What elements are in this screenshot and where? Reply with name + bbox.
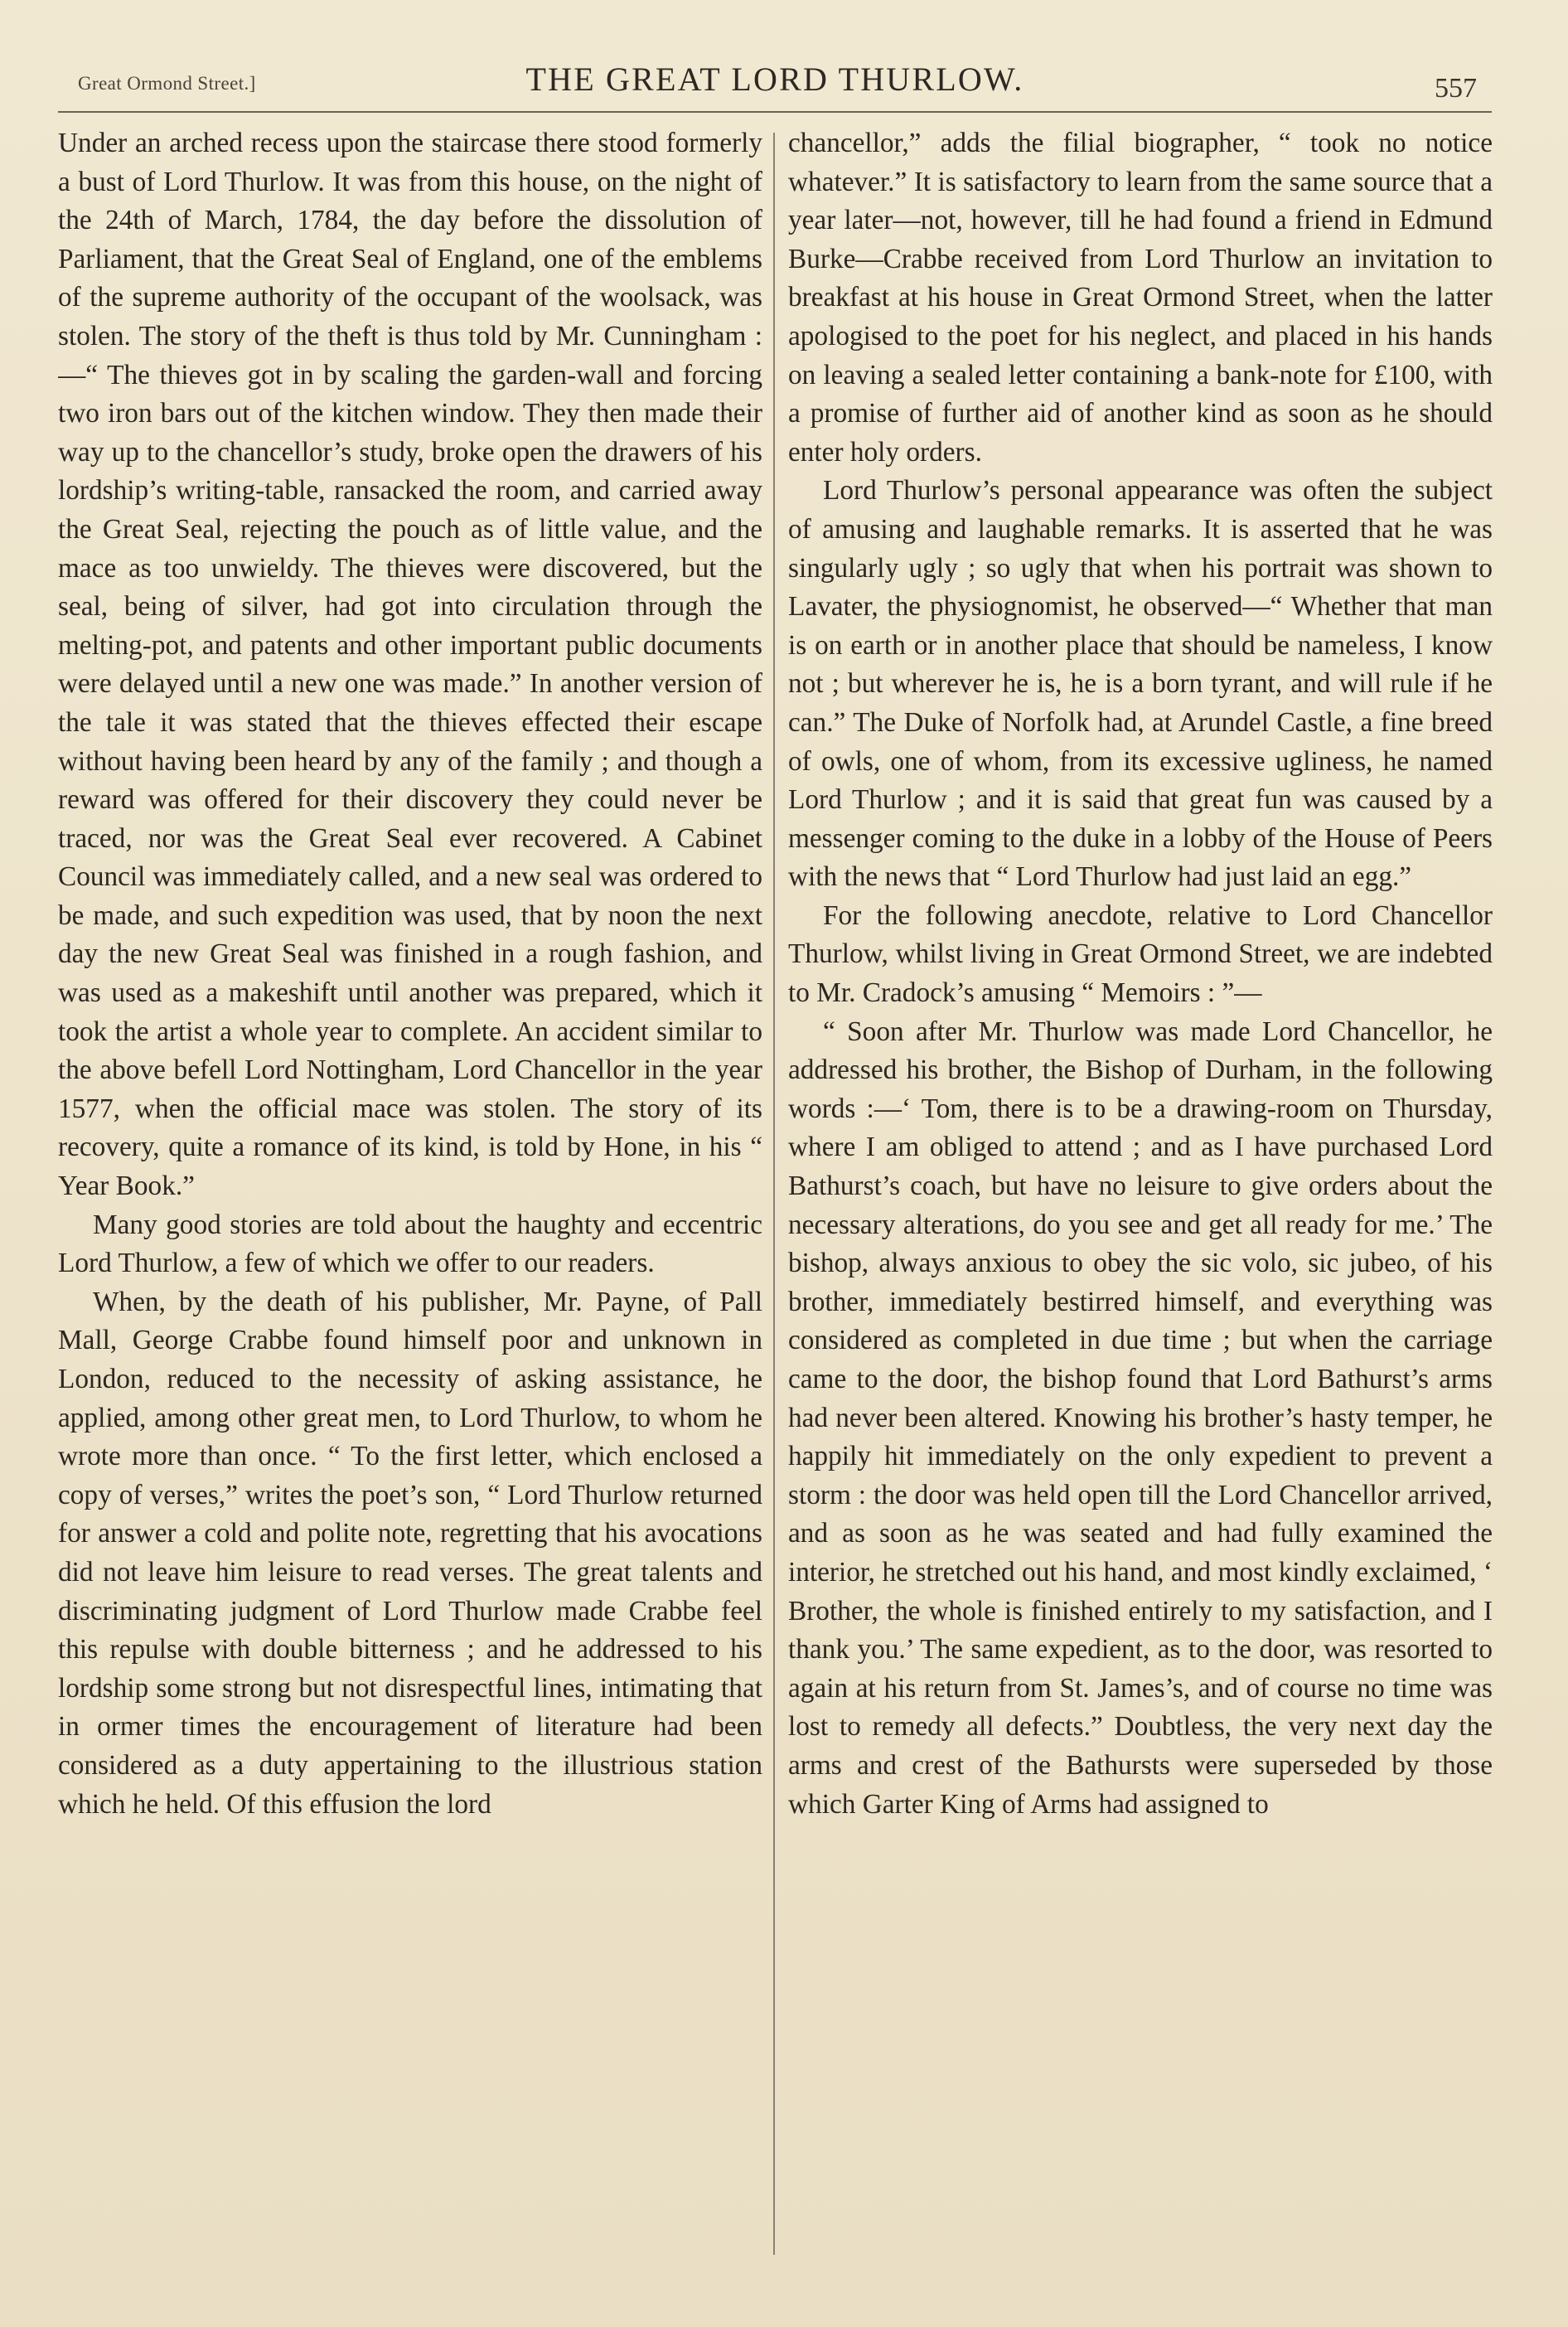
page-number: 557	[1435, 73, 1477, 104]
column-divider	[773, 133, 775, 2255]
paragraph: When, by the death of his publisher, Mr. Payne, of Pall Mall, George Crabbe found himself poor and unknown in London, reduced to the necessity of asking assistance, he applied, among other great men, to Lord Thurlow, to whom he wrote more than once. “ To the first letter, which enclosed a copy of verses,” writes the poet’s son, “ Lord Thurlow returned for answer a cold and polite note, regretting that his avocations did not leave him leisure to read verses. The great talents and discriminating judgment of Lord Thurlow made Crabbe feel this repulse with double bitterness ; and he addressed to his lordship some strong but not disrespectful lines, intimating that in ormer times the encouragement of literature had been considered as a duty appertaining to the illustrious station which he held. Of this effusion the lord	[58, 1286, 762, 1820]
paragraph: Many good stories are told about the haughty and eccentric Lord Thurlow, a few of which we offer to our readers.	[58, 1209, 762, 1279]
header-rule	[58, 111, 1492, 113]
paragraph: For the following anecdote, relative to Lord Chancellor Thurlow, whilst living in Great Ormond Street, we are indebted to Mr. Cradock’s amusing “ Memoirs : ”—	[788, 899, 1493, 1009]
paragraph: “ Soon after Mr. Thurlow was made Lord Chancellor, he addressed his brother, the Bishop of Durham, in the following words :—‘ Tom, there is to be a drawing-room on Thursday, where I am obliged to attend ; and as I have purchased Lord Bathurst’s coach, but have no leisure to give orders about the necessary alterations, do you see and get all ready for me.’ The bishop, always anxious to obey the sic volo, sic jubeo, of his brother, immediately bestirred himself, and everything was considered as completed in due time ; but when the carriage came to the door, the bishop found that Lord Bathurst’s arms had never been altered. Knowing his brother’s hasty temper, he happily hit immediately on the only expedient to prevent a storm : the door was held open till the Lord Chancellor arrived, and as soon as he was seated and had fully examined the interior, he stretched out his hand, and most kindly exclaimed, ‘ Brother, the whole is finished entirely to my satisfaction, and I thank you.’ The same expedient, as to the door, was resorted to again at his return from St. James’s, and of course no time was lost to remedy all defects.” Doubtless, the very next day the arms and crest of the Bathursts were superseded by those which Garter King of Arms had assigned to	[788, 1016, 1493, 1820]
page-title: THE GREAT LORD THURLOW.	[525, 61, 1024, 98]
paragraph: Lord Thurlow’s personal appearance was often the subject of amusing and laughable remarks. It is asserted that he was singularly ugly ; so ugly that when his portrait was shown to Lavater, the physiognomist, he observed—“ Whether that man is on earth or in another place that should be nameless, I know not ; but wherever he is, he is a born tyrant, and will rule if he can.” The Duke of Norfolk had, at Arundel Castle, a fine breed of owls, one of whom, from its excessive ugliness, he named Lord Thurlow ; and it is said that great fun was caused by a messenger coming to the duke in a lobby of the House of Peers with the news that “ Lord Thurlow had just laid an egg.”	[788, 475, 1493, 893]
paragraph: Under an arched recess upon the staircase there stood formerly a bust of Lord Thurlow. It was from this house, on the night of the 24th of March, 1784, the day before the dissolution of Parliament, that the Great Seal of England, one of the emblems of the supreme authority of the occupant of the woolsack, was stolen. The story of the theft is thus told by Mr. Cunningham :—“ The thieves got in by scaling the garden-wall and forcing two iron bars out of the kitchen window. They then made their way up to the chancellor’s study, broke open the drawers of his lordship’s writing-table, ransacked the room, and carried away the Great Seal, rejecting the pouch as of little value, and the mace as too unwieldy. The thieves were discovered, but the seal, being of silver, had got into circulation through the melting-pot, and patents and other important public documents were delayed until a new one was made.” In another version of the tale it was stated that the thieves effected their escape without having been heard by any of the family ; and though a reward was offered for their discovery they could never be traced, nor was the Great Seal ever recovered. A Cabinet Council was immediately called, and a new seal was ordered to be made, and such expedition was used, that by noon the next day the new Great Seal was finished in a rough fashion, and was used as a makeshift until another was prepared, which it took the artist a whole year to complete. An accident similar to the above befell Lord Nottingham, Lord Chancellor in the year 1577, when the official mace was stolen. The story of its recovery, quite a romance of its kind, is told by Hone, in his “ Year Book.”	[58, 128, 762, 1202]
right-column	[788, 124, 1493, 2255]
page-header	[58, 53, 1492, 111]
running-head-left: Great Ormond Street.]	[78, 73, 256, 94]
left-column	[58, 124, 762, 2255]
paragraph: chancellor,” adds the filial biographer, “ took no notice whatever.” It is satisfactory to learn from the same source that a year later—not, however, till he had found a friend in Edmund Burke—Crabbe received from Lord Thurlow an invitation to breakfast at his house in Great Ormond Street, when the latter apologised to the poet for his neglect, and placed in his hands on leaving a sealed letter containing a bank-note for £100, with a promise of further aid of another kind as soon as he should enter holy orders.	[788, 128, 1493, 468]
